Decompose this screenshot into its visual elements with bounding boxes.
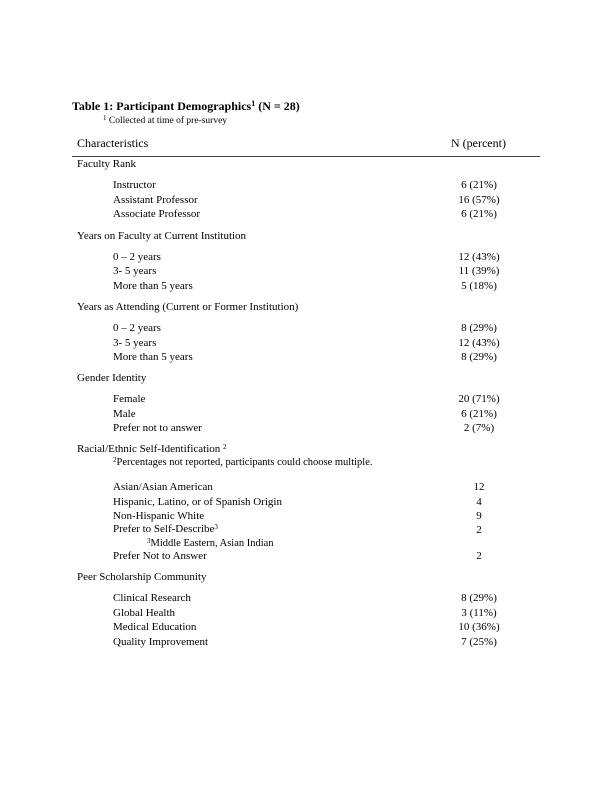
column-header-n-percent: N (percent) — [451, 136, 506, 150]
table-title-n: (N = 28) — [255, 99, 300, 113]
footnote-text: Percentages not reported, participants could choose multiple. — [116, 457, 373, 468]
row-label: 0 – 2 years — [113, 322, 161, 334]
racial-footnote — [113, 456, 373, 468]
row-label: Clinical Research — [113, 592, 191, 604]
row-label: Assistant Professor — [113, 194, 198, 206]
row-value: 8 (29%) — [461, 322, 497, 334]
row-label: Prefer not to answer — [113, 422, 202, 434]
row-value: 5 (18%) — [461, 280, 497, 292]
section-gender-identity: Gender Identity — [77, 372, 147, 384]
row-label: Female — [113, 393, 146, 405]
section-years-attending: Years as Attending (Current or Former Institution) — [77, 301, 299, 313]
row-value: 20 (71%) — [458, 393, 500, 405]
row-label: 3- 5 years — [113, 337, 157, 349]
section-label: Racial/Ethnic Self-Identification — [77, 443, 221, 455]
footnote-marker: 2 — [113, 456, 117, 464]
row-value: 2 (7%) — [463, 422, 495, 434]
row-value: 3 (11%) — [461, 607, 497, 619]
row-label: Male — [113, 408, 136, 420]
row-value: 12 — [473, 481, 485, 493]
row-label: Quality Improvement — [113, 636, 209, 648]
row-label: 3- 5 years — [113, 265, 157, 277]
footnote-text: Middle Eastern, Asian Indian — [150, 538, 274, 549]
row-label: Global Health — [113, 607, 176, 619]
row-value: 8 (29%) — [461, 351, 497, 363]
row-label: Prefer Not to Answer — [113, 550, 207, 562]
row-label: Hispanic, Latino, or of Spanish Origin — [113, 496, 282, 508]
row-value: 7 (25%) — [461, 636, 497, 648]
column-header-characteristics: Characteristics — [77, 136, 149, 150]
self-describe-footnote — [147, 537, 274, 549]
row-label-text: Prefer to Self-Describe — [113, 523, 215, 535]
section-years-current-institution: Years on Faculty at Current Institution — [77, 230, 247, 242]
footnote-text: Collected at time of pre-survey — [106, 116, 228, 126]
row-value: 16 (57%) — [458, 194, 500, 206]
section-racial-ethnic — [77, 443, 227, 455]
footnote-marker: 1 — [103, 114, 107, 122]
section-peer-scholarship: Peer Scholarship Community — [77, 571, 207, 583]
table-title-footnote — [103, 114, 227, 126]
row-value: 8 (29%) — [461, 592, 497, 604]
table-title-text: Table 1: Participant Demographics — [72, 99, 252, 113]
row-value: 6 (21%) — [461, 408, 497, 420]
table-title — [72, 99, 300, 114]
row-label: Instructor — [113, 179, 156, 191]
row-value: 6 (21%) — [461, 208, 497, 220]
row-label: Non-Hispanic White — [113, 510, 205, 522]
row-value: 2 — [476, 550, 482, 562]
header-divider — [72, 156, 540, 157]
section-faculty-rank: Faculty Rank — [77, 158, 136, 170]
row-value: 6 (21%) — [461, 179, 497, 191]
row-label: Medical Education — [113, 621, 197, 633]
row-value: 12 (43%) — [458, 251, 500, 263]
footnote-marker: 3 — [147, 537, 151, 545]
row-label: More than 5 years — [113, 351, 193, 363]
footnote-marker: 2 — [223, 443, 227, 451]
row-value: 10 (36%) — [458, 621, 500, 633]
table-title-footnote-marker: 1 — [251, 99, 256, 108]
footnote-marker: 3 — [214, 523, 218, 531]
row-value: 9 — [476, 510, 482, 522]
row-value: 12 (43%) — [458, 337, 500, 349]
row-label — [113, 523, 218, 535]
row-value: 4 — [476, 496, 482, 508]
row-label: More than 5 years — [113, 280, 193, 292]
row-value: 2 — [476, 524, 482, 536]
row-label: Associate Professor — [113, 208, 201, 220]
row-label: Asian/Asian American — [113, 481, 213, 493]
row-value: 11 (39%) — [458, 265, 500, 277]
row-label: 0 – 2 years — [113, 251, 161, 263]
